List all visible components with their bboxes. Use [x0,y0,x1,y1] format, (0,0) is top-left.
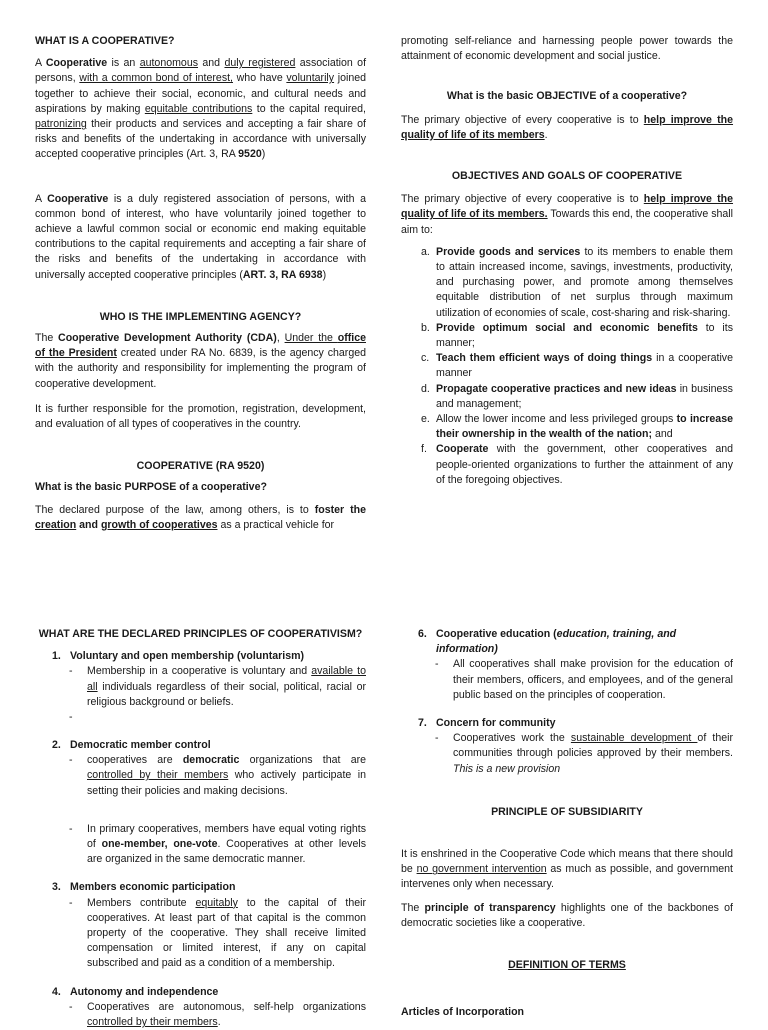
text-run: foster the [314,503,366,516]
dash-marker: - [435,732,439,745]
text-run: democratic [182,754,240,767]
dash-marker: - [69,665,73,678]
principle-number: 3. [52,881,61,894]
left-column-bottom [35,627,366,1030]
principle-number: 2. [52,739,61,752]
text-run: This is a new provision [453,762,561,775]
text-run: equitable contributions [144,102,253,115]
text-run: Members economic participation [70,881,236,894]
text-run: It is enshrined in the Cooperative Code which means that there should be [401,848,733,876]
principle-number: 1. [52,650,61,663]
text-run: to the capital of their cooperatives. At least part of that capital is the common property of the cooperative. They shall receive limited compensation or limited interest, if any on capital subscribed and paid as a condition of a membership. [87,896,366,970]
principle-title [401,627,733,657]
text-run: equitably [195,896,238,909]
paragraph-goals-intro [401,192,733,238]
principle-title [35,985,366,1000]
text-run: individuals regardless of their social, political, racial or religious background or beliefs. [87,680,366,708]
text-run: Autonomy and independence [70,985,219,998]
text-run: education, training, and information) [436,628,677,656]
principle-bullet [35,896,366,972]
principle-item [35,880,366,971]
text-run: to its manner; [436,321,733,350]
text-run: Provide optimum social and economic benefits [436,321,698,334]
principles-list-left [35,649,366,1030]
text-run: . [217,1016,221,1029]
text-run: with a common bond of interest, [79,72,233,85]
heading-implementing-agency: WHO IS THE IMPLEMENTING AGENCY? [99,310,302,323]
text-run: and [652,428,673,441]
text-run: Concern for community [436,717,556,730]
text-run: no government intervention [416,863,547,876]
principle-item [401,627,733,703]
dash-marker: - [69,1000,73,1013]
heading-subsidiarity: PRINCIPLE OF SUBSIDIARITY [491,805,643,818]
text-run: available to all [87,665,366,693]
text-run: Cooperative [47,192,109,205]
principle-bullet [35,710,366,725]
text-run: office of the President [35,332,366,360]
text-run: joined together to achieve their social, economic, and cultural needs and aspirations by making [35,72,367,115]
text-run: and [76,518,101,531]
heading-articles-of-incorporation: Articles of Incorporation [401,1006,525,1019]
text-run: controlled by their members [87,769,229,782]
text-run: Cooperatives work the [453,732,571,745]
text-run: ) [261,148,266,161]
goal-item [401,245,733,321]
paragraph-transparency [401,901,733,931]
text-run: Cooperative education ( [436,628,557,640]
text-run: The [35,332,59,345]
principle-number: 6. [418,628,427,640]
left-column-top [35,34,366,533]
text-run: voluntarily [286,72,335,85]
text-run: . [544,128,548,141]
paragraph-subsidiarity [401,847,733,893]
text-run: growth of cooperatives [100,518,218,531]
text-run: 9520 [238,148,262,161]
list-marker: f. [421,443,427,456]
list-marker: b. [421,321,430,334]
text-run: to its members to enable them to attain increased income, savings, investments, productivity, and purchasing power, and promote among themselves equitable distribution of net surplus through maximum utilization of economies of scale, cost-sharing and risk-sharing. [436,245,734,319]
text-run: in business and management; [436,382,733,410]
principles-list-right [401,627,733,777]
right-column-top [401,34,733,488]
heading-definition-of-terms: DEFINITION OF TERMS [508,959,626,972]
goal-item [401,321,733,351]
text-run: ART. 3, RA 6938 [242,268,323,281]
heading-declared-principles: WHAT ARE THE DECLARED PRINCIPLES OF COOPERATIVISM? [38,628,363,640]
paragraph-purpose [35,503,366,533]
text-run: ) [322,268,327,281]
text-run: Towards this end, the cooperative shall aim to: [401,208,733,236]
dash-marker: - [435,658,439,671]
text-run: Propagate cooperative practices and new ideas [436,382,677,395]
principle-bullet [35,822,366,868]
text-run: sustainable development [570,732,698,745]
text-run: patronizing [35,118,87,131]
text-run: and [198,57,225,70]
text-run: help improve the quality of life of its members [401,113,734,141]
text-run: cooperatives are [87,754,183,767]
text-run: Cooperative [45,57,108,70]
principle-item [401,716,733,777]
text-run: to the capital required, [252,102,366,115]
text-run: The declared purpose of the law, among others, is to [35,503,315,516]
definition-ra9520 [35,56,366,162]
principle-title [35,738,366,753]
principle-bullet [35,664,366,710]
dash-marker: - [69,896,73,909]
principle-bullet [401,657,733,703]
paragraph-cda-responsibility: It is further responsible for the promotion, registration, development, and evaluation of all types of cooperatives in the country. [35,402,366,431]
principle-title [35,649,366,664]
text-run: controlled by their members [87,1016,218,1029]
text-run: duly registered [224,57,296,70]
text-run: All cooperatives shall make provision for the education of their members, officers, and employees, and of the general public based on the principles of cooperation. [453,658,733,701]
principle-item [35,985,366,1030]
text-run: Under the [284,332,338,345]
text-run: A [35,57,46,70]
text-run: In primary cooperatives, members have equal voting rights of [87,822,366,851]
text-run: to increase their ownership in the wealth of the nation; [436,413,733,441]
principle-bullet [401,731,733,777]
principle-title [35,880,366,895]
text-run: in a cooperative manner [436,352,733,380]
text-run: Cooperatives are autonomous, self-help organizations [87,1000,366,1013]
text-run: principle of transparency [424,901,556,914]
text-run: Cooperative Development Authority (CDA) [58,332,277,345]
dash-marker: - [69,754,73,767]
goals-list [401,245,733,488]
text-run: Members contribute [87,896,196,909]
text-run: association of persons, [35,57,367,85]
principle-number: 7. [418,717,427,730]
text-run: one-member, one-vote [101,838,218,851]
list-marker: d. [421,382,430,395]
paragraph-purpose-continued: promoting self-reliance and harnessing people power towards the attainment of economic development and social justice. [401,35,733,63]
heading-what-is-cooperative: WHAT IS A COOPERATIVE? [35,35,175,47]
principle-bullet [35,1000,366,1030]
text-run: of their communities through policies approved by their members. [453,732,733,760]
text-run: created under RA No. 6839, is the agency charged with the authority and responsibility for implementing the program of cooperative development. [35,347,366,390]
definition-ra6938 [35,192,366,283]
principle-bullet [35,753,366,799]
principle-title [401,716,733,731]
text-run: , [276,332,285,345]
text-run: The primary objective of every cooperative is to [401,113,644,126]
text-run: A [35,192,48,205]
right-column-bottom [401,627,733,1020]
principle-item [35,738,366,867]
dash-marker: - [69,822,73,835]
principle-number: 4. [52,985,61,998]
paragraph-cda [35,331,366,392]
heading-ra9520: COOPERATIVE (RA 9520) [136,460,265,473]
text-run: The [401,901,425,914]
text-run: organizations that are [239,754,367,767]
text-run: is a duly registered association of persons, with a common bond of interest, who have voluntarily joined together to achieve a lawful common social or economic end making equitable contributions to the capital requirements and accepting a fair share of the risks and benefits of the undertaking in accordance with universally accepted cooperative principles ( [35,192,366,281]
text-run: Membership in a cooperative is voluntary and [87,665,312,678]
text-run: highlights one of the backbones of democratic societies like a cooperative. [401,901,733,929]
text-run: Provide goods and services [436,245,581,258]
heading-objective: What is the basic OBJECTIVE of a cooperative? [446,90,688,103]
text-run: as much as possible, and government intervenes only when necessary. [401,863,733,891]
text-run: who actively participate in setting their policies and making decisions. [87,769,366,797]
text-run: Voluntary and open membership (voluntarism) [70,650,305,663]
list-marker: a. [421,245,430,258]
text-run: help improve the quality of life of its members. [401,193,734,221]
text-run: who have [233,72,287,85]
heading-objectives-goals: OBJECTIVES AND GOALS OF COOPERATIVE [451,170,683,183]
list-marker: e. [421,413,430,426]
text-run: as a practical vehicle for [217,518,335,531]
text-run: with the government, other cooperatives and people-oriented organizations to further the attainment of any of the foregoing objectives. [436,443,733,486]
text-run: Allow the lower income and less privileged groups [436,413,677,426]
goal-item [401,412,733,442]
text-run: creation [35,518,77,531]
text-run: Teach them efficient ways of doing things [436,352,653,365]
dash-marker: - [69,711,73,724]
goal-item [401,382,733,412]
paragraph-objective [401,113,733,143]
principle-item [35,649,366,725]
text-run: The primary objective of every cooperative is to [401,193,644,206]
text-run: autonomous [139,57,199,70]
list-marker: c. [421,352,430,365]
text-run: Cooperate [436,443,489,456]
goal-item [401,351,733,381]
text-run: . Cooperatives at other levels are organized in the same democratic manner. [87,838,366,866]
goal-item [401,442,733,488]
heading-purpose: What is the basic PURPOSE of a cooperative? [35,481,267,494]
text-run: is an [107,57,140,70]
text-run: Democratic member control [70,739,211,752]
text-run: their products and services and accepting a fair share of risks and benefits of the undertaking in accordance with universally accepted cooperative principles (Art. 3, RA [35,118,366,161]
